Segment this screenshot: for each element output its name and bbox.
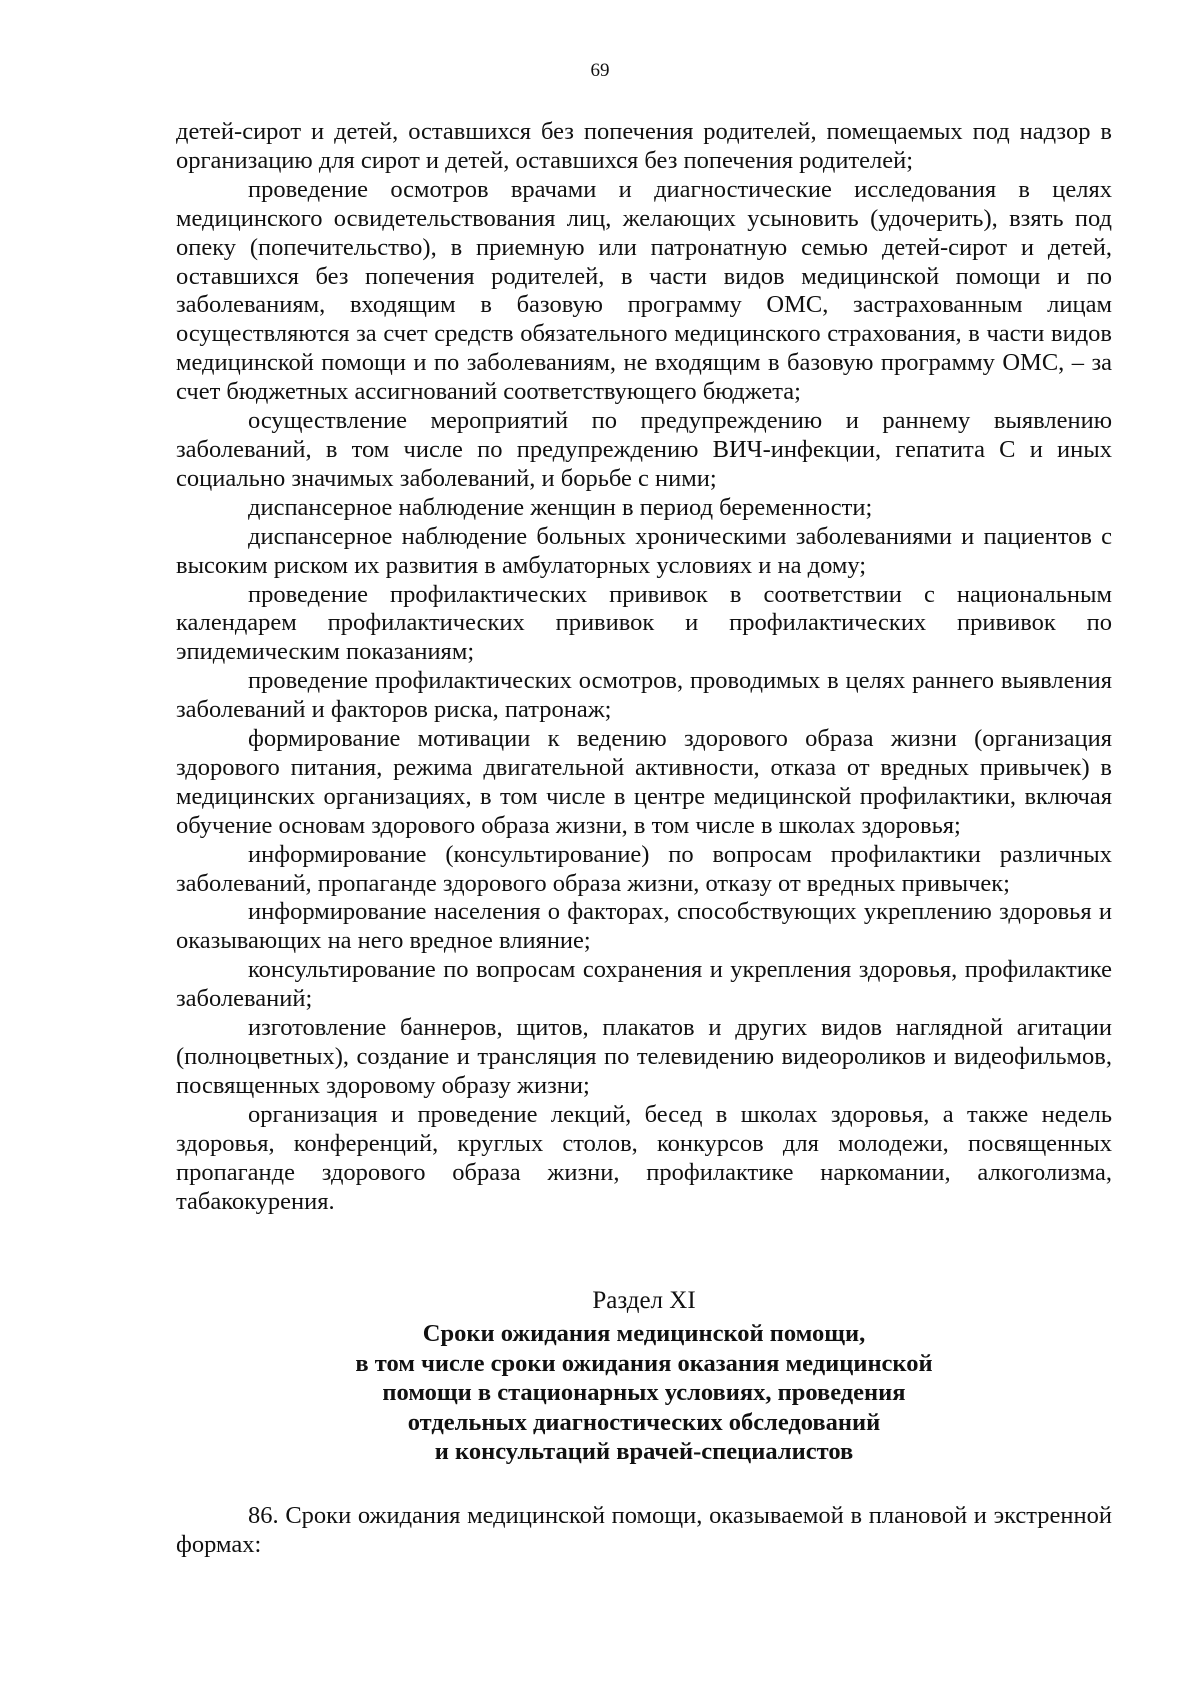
paragraph: проведение осмотров врачами и диагностические исследования в целях медицинского освидетельствования лиц, желающих усыновить (удочерить), взять под опеку (попечительство), в приемную или патронатную семью детей-сирот и детей, оставшихся без попечения родителей, в части видов медицинской помощи и по заболеваниям, входящим в базовую программу ОМС, застрахованным лицам осуществляются за счет средств обязательного медицинского страхования, в части видов медицинской помощи и по заболеваниям, не входящим в базовую программу ОМС, – за счет бюджетных ассигнований соответствующего бюджета;: [176, 175, 1112, 406]
section-title: [176, 1319, 1112, 1467]
section-title-line: в том числе сроки ожидания оказания медицинской: [355, 1349, 933, 1377]
paragraph: информирование (консультирование) по вопросам профилактики различных заболеваний, пропаганде здорового образа жизни, отказу от вредных привычек;: [176, 840, 1112, 897]
paragraph: осуществление мероприятий по предупреждению и раннему выявлению заболеваний, в том числе по предупреждению ВИЧ-инфекции, гепатита С и иных социально значимых заболеваний, и борьбе с ними;: [176, 407, 1112, 492]
closing-text: [176, 1502, 1112, 1560]
paragraph: изготовление баннеров, щитов, плакатов и других видов наглядной агитации (полноцветных), создание и трансляция по телевидению видеороликов и видеофильмов, посвященных здоровому образу жизни;: [176, 1014, 1112, 1099]
paragraph: организация и проведение лекций, бесед в школах здоровья, а также недель здоровья, конференций, круглых столов, конкурсов для молодежи, посвященных пропаганде здорового образа жизни, профилактике наркомании, алкоголизма, табакокурения.: [176, 1100, 1112, 1215]
paragraph: информирование населения о факторах, способствующих укреплению здоровья и оказывающих на него вредное влияние;: [176, 898, 1112, 955]
body-text: [176, 118, 1112, 1216]
paragraph: проведение профилактических прививок в соответствии с национальным календарем профилактических прививок и профилактических прививок по эпидемическим показаниям;: [176, 580, 1112, 666]
section-label: Раздел XI: [592, 1287, 696, 1314]
paragraph: формирование мотивации к ведению здорового образа жизни (организация здорового питания, режима двигательной активности, отказа от вредных привычек) в медицинских организациях, в том числе в центре медицинской профилактики, включая обучение основам здорового образа жизни, в том числе в школах здоровья;: [176, 725, 1112, 839]
numbered-paragraph: 86. Сроки ожидания медицинской помощи, оказываемой в плановой и экстренной формах:: [176, 1502, 1112, 1558]
section-title-line: Сроки ожидания медицинской помощи,: [422, 1320, 866, 1347]
section-title-line: и консультаций врачей-специалистов: [434, 1438, 854, 1466]
paragraph: детей-сирот и детей, оставшихся без попечения родителей, помещаемых под надзор в организацию для сирот и детей, оставшихся без попечения родителей;: [176, 118, 1112, 174]
section-heading: [176, 1286, 1112, 1467]
section-title-line: отдельных диагностических обследований: [407, 1408, 881, 1436]
page-number: 69: [590, 60, 610, 81]
section-title-line: помощи в стационарных условиях, проведения: [382, 1379, 906, 1407]
paragraph: консультирование по вопросам сохранения и укрепления здоровья, профилактике заболеваний;: [176, 956, 1112, 1013]
paragraph: диспансерное наблюдение больных хроническими заболеваниями и пациентов с высоким риском их развития в амбулаторных условиях и на дому;: [176, 522, 1112, 579]
paragraph: проведение профилактических осмотров, проводимых в целях раннего выявления заболеваний и факторов риска, патронаж;: [176, 667, 1112, 724]
paragraph: диспансерное наблюдение женщин в период беременности;: [248, 493, 873, 521]
